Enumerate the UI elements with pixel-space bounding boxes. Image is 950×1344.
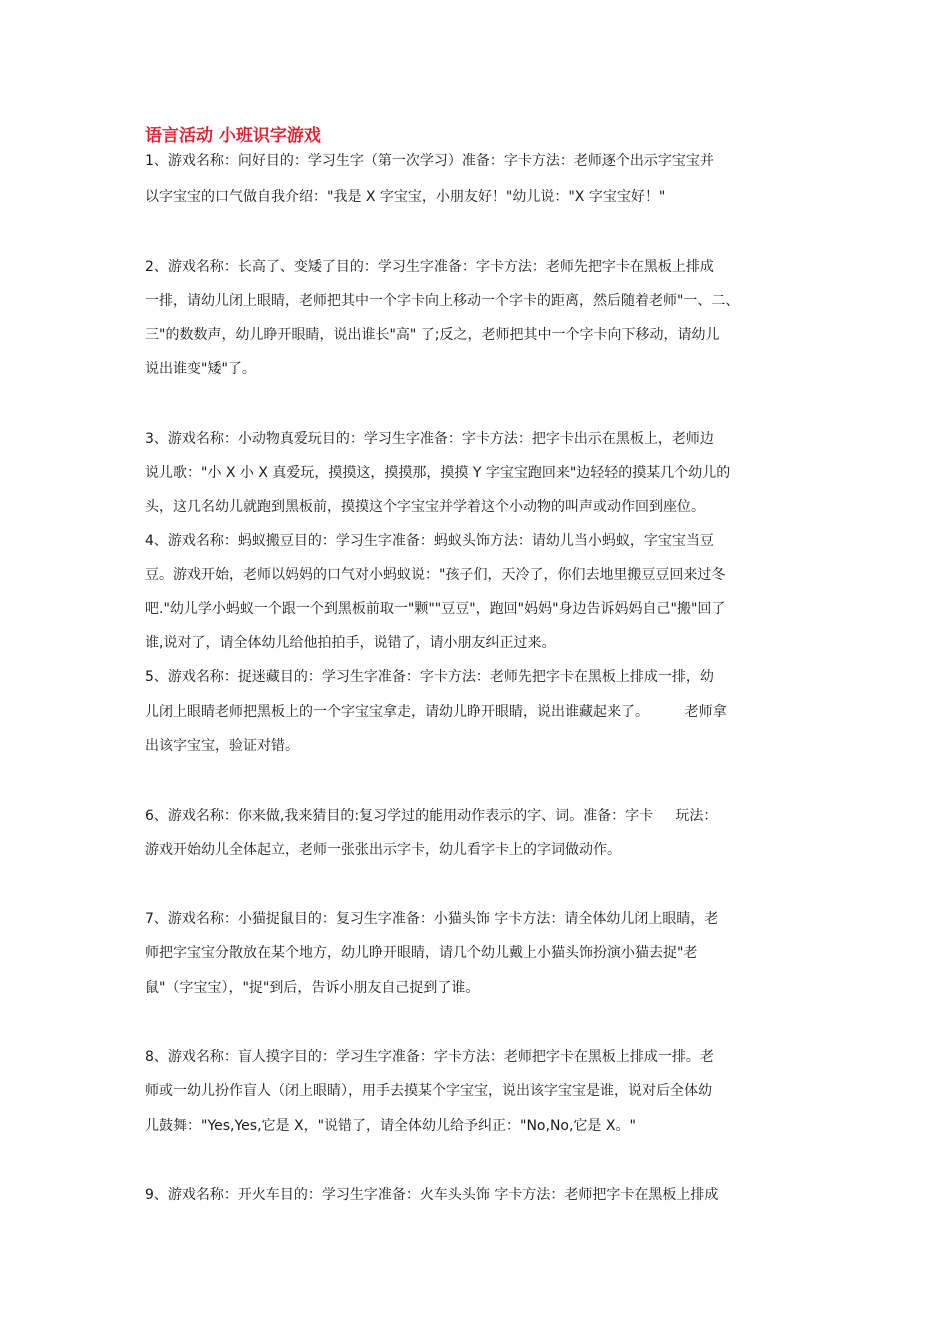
text-line: 鼠"（字宝宝），"捉"到后，告诉小朋友自己捉到了谁。 <box>145 980 480 996</box>
text-line: 一排，请幼儿闭上眼睛，老师把其中一个字卡向上移动一个字卡的距离，然后随着老师"一、二、 <box>145 293 740 309</box>
text-line: 出该字宝宝，验证对错。 <box>145 738 299 754</box>
text-line: 谁,说对了，请全体幼儿给他拍拍手，说错了，请小朋友纠正过来。 <box>145 635 556 651</box>
text-line: 3、游戏名称：小动物真爱玩目的：学习生字准备：字卡方法：把字卡出示在黑板上，老师边 <box>145 431 714 447</box>
text-line: 2、游戏名称：长高了、变矮了目的：学习生字准备：字卡方法：老师先把字卡在黑板上排成 <box>145 259 714 275</box>
text-line: 吧."幼儿学小蚂蚁一个跟一个到黑板前取一"颗""豆豆"，跑回"妈妈"身边告诉妈妈自己"搬"回了 <box>145 601 726 617</box>
text-line: 说儿歌："小 X 小 X 真爱玩，摸摸这，摸摸那，摸摸 Y 字宝宝跑回来"边轻轻的摸某几个幼儿的 <box>145 465 731 481</box>
text-line: 说出谁变"矮"了。 <box>145 361 256 377</box>
text-line: 5、游戏名称：捉迷藏目的：学习生字准备：字卡方法：老师先把字卡在黑板上排成一排，幼 <box>145 669 714 685</box>
text-line: 儿鼓舞："Yes,Yes,它是 X，"说错了，请全体幼儿给予纠正："No,No,它是 X。" <box>145 1118 636 1134</box>
document-title: 语言活动 小班识字游戏 <box>145 126 321 146</box>
text-line: 三"的数数声，幼儿睁开眼睛，说出谁长"高" 了;反之，老师把其中一个字卡向下移动，请幼儿 <box>145 327 720 343</box>
text-line: 4、游戏名称：蚂蚁搬豆目的：学习生字准备：蚂蚁头饰方法：请幼儿当小蚂蚁，字宝宝当豆 <box>145 533 714 549</box>
text-line: 9、游戏名称：开火车目的：学习生字准备：火车头头饰 字卡方法：老师把字卡在黑板上排成 <box>145 1187 719 1203</box>
text-line: 8、游戏名称：盲人摸字目的：学习生字准备：字卡方法：老师把字卡在黑板上排成一排。老 <box>145 1049 714 1065</box>
text-line: 1、游戏名称：问好目的：学习生字（第一次学习）准备：字卡方法：老师逐个出示字宝宝并 <box>145 153 714 169</box>
text-line: 6、游戏名称：你来做,我来猜目的:复习学过的能用动作表示的字、词。准备：字卡 玩法： <box>145 808 718 824</box>
text-line: 儿闭上眼睛老师把黑板上的一个字宝宝拿走，请幼儿睁开眼睛，说出谁藏起来了。 老师拿 <box>145 704 727 720</box>
text-line: 头，这几名幼儿就跑到黑板前，摸摸这个字宝宝并学着这个小动物的叫声或动作回到座位。 <box>145 499 705 515</box>
text-line: 7、游戏名称：小猫捉鼠目的：复习生字准备：小猫头饰 字卡方法：请全体幼儿闭上眼睛，老 <box>145 911 719 927</box>
text-line: 豆。游戏开始，老师以妈妈的口气对小蚂蚁说："孩子们，天冷了，你们去地里搬豆豆回来过冬 <box>145 567 726 583</box>
text-line: 游戏开始幼儿全体起立，老师一张张出示字卡，幼儿看字卡上的字词做动作。 <box>145 842 621 858</box>
text-line: 师把字宝宝分散放在某个地方，幼儿睁开眼睛，请几个幼儿戴上小猫头饰扮演小猫去捉"老 <box>145 945 698 961</box>
text-line: 以字宝宝的口气做自我介绍："我是 X 字宝宝，小朋友好！"幼儿说："X 字宝宝好！" <box>145 189 666 205</box>
text-line: 师或一幼儿扮作盲人（闭上眼睛），用手去摸某个字宝宝，说出该字宝宝是谁，说对后全体幼 <box>145 1083 712 1099</box>
